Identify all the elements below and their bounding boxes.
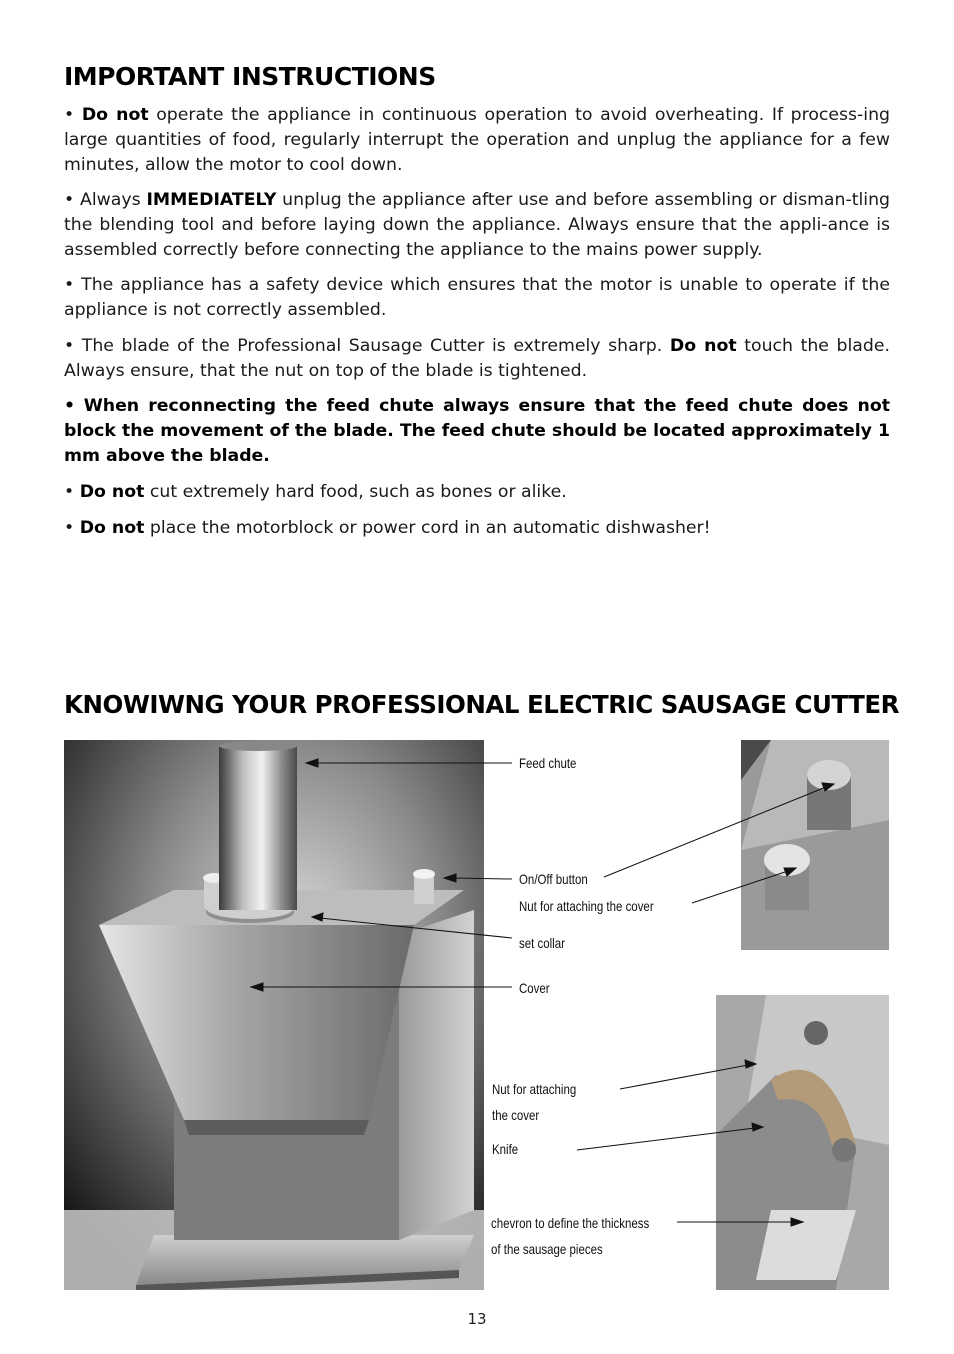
- bullet: •: [64, 518, 75, 538]
- instruction-bold: Do not: [81, 105, 149, 125]
- label-chevron-line1: chevron to define the thickness: [491, 1215, 650, 1231]
- instruction-text: place the motorblock or power cord in an automatic dishwasher!: [144, 518, 711, 538]
- label-set-collar: set collar: [519, 935, 565, 951]
- bullet: •: [64, 396, 76, 416]
- bullet: •: [64, 482, 75, 502]
- instruction-bold: When reconnecting the feed chute always ensure that the feed chute does not block the movement of the blade. The feed chute should be located approximately 1 mm above the blade.: [64, 396, 890, 466]
- instruction-text: The appliance has a safety device which ensures that the motor is unable to operate if the appliance is not correctly assembled.: [64, 275, 890, 320]
- label-nut-attaching-cover: Nut for attaching the cover: [519, 898, 654, 914]
- instruction-text: cut extremely hard food, such as bones or alike.: [144, 482, 567, 502]
- instruction-text: operate the appliance in continuous operation to avoid overheating. If process-ing large quantities of food, regularly interrupt the operation and unplug the appliance for a few minutes, allow the motor to cool down.: [64, 105, 891, 175]
- bullet: •: [64, 275, 75, 295]
- instruction-bold: IMMEDIATELY: [146, 190, 277, 210]
- label-cover: Cover: [519, 980, 550, 996]
- label-nut-attaching-line2: the cover: [492, 1107, 540, 1123]
- instruction-text: touch the blade. Always ensure, that the nut on top of the blade is tightened.: [64, 336, 890, 381]
- section-title-knowing-your-cutter: KNOWIWNG YOUR PROFESSIONAL ELECTRIC SAUSAGE CUTTER: [64, 690, 899, 719]
- instruction-text: unplug the appliance after use and before assembling or disman-tling the blending tool and before laying down the appliance. Always ensure that the appli-ance is assembled correctly before connecting the appliance to the mains power supply.: [64, 190, 890, 260]
- bullet: •: [64, 190, 75, 210]
- instruction-text: Always: [74, 190, 147, 210]
- page-number: 13: [467, 1310, 487, 1328]
- label-nut-attaching-line1: Nut for attaching: [492, 1081, 577, 1097]
- instruction-text: The blade of the Professional Sausage Cutter is extremely sharp.: [74, 336, 670, 356]
- instruction-bold: Do not: [79, 518, 145, 538]
- label-chevron-line2: of the sausage pieces: [491, 1241, 603, 1257]
- instruction-bold: Do not: [669, 336, 737, 356]
- label-knife: Knife: [492, 1141, 519, 1157]
- label-on-off-button: On/Off button: [519, 871, 588, 887]
- label-feed-chute: Feed chute: [519, 755, 577, 771]
- bullet: •: [64, 336, 75, 356]
- section-title-important-instructions: IMPORTANT INSTRUCTIONS: [64, 62, 436, 91]
- instruction-bold: Do not: [79, 482, 145, 502]
- bullet: •: [64, 105, 75, 125]
